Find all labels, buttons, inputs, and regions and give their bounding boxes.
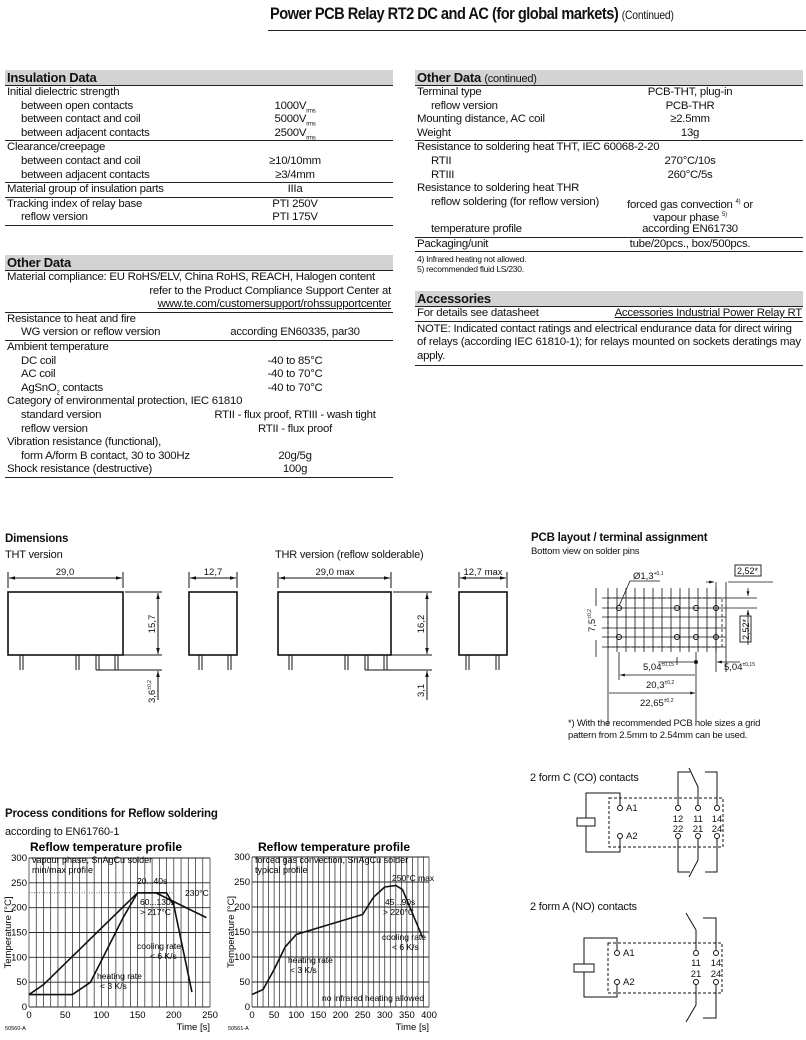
tht-side-view [189, 572, 237, 670]
title-text: Power PCB Relay RT2 DC and AC (for global markets) [270, 4, 619, 23]
row-label: AgSnO$_2$ contacts [21, 381, 103, 397]
process-standard: according to EN61760-1 [5, 826, 120, 838]
terminal-a2: A2 [623, 977, 635, 988]
row-value: forced gas convection $^{4)}$ or [627, 198, 753, 211]
row-value: RTII - flux proof, RTIII - wash tight [214, 408, 376, 421]
row-label: standard version [21, 408, 102, 421]
row-value: -40 to 70°C [267, 368, 323, 381]
reflow-chart-vapour-phase [3, 840, 218, 1033]
chart-subtitle: forced gas convection, SnAgCu solder [255, 855, 409, 865]
row-value: according EN60335, par30 [230, 326, 360, 339]
chart-annotation: 20...40s [137, 876, 168, 886]
row-label: reflow version [431, 99, 498, 112]
y-tick-label: 0 [244, 1002, 250, 1013]
terminal-a1: A1 [626, 803, 638, 814]
pcb-layout-subtitle: Bottom view on solder pins [531, 546, 640, 557]
y-axis-label: Temperature [°C] [226, 896, 237, 968]
thr-depth-dim: 12,7 max [463, 567, 503, 578]
y-tick-label: 200 [11, 902, 27, 914]
grid-dim-vertical: 2,52* [741, 618, 751, 640]
x-tick-label: 350 [398, 1010, 415, 1021]
chart-annotation: cooling rate [137, 941, 181, 951]
row-value: PCB-THR [665, 99, 715, 112]
tht-depth-dim: 12,7 [203, 567, 223, 578]
terminal-24: 24 [710, 969, 722, 980]
pcb-layout-title: PCB layout / terminal assignment [531, 532, 708, 544]
row-label: Tracking index of relay base [7, 197, 143, 210]
chart-subtitle: typical profile [255, 865, 308, 875]
row-value: IIIa [287, 183, 303, 196]
row-value: vapour phase $^{5)}$ [653, 212, 727, 225]
chart-annotation: < 6 K/s [392, 942, 419, 952]
chart-annotation: 250°C max [392, 873, 435, 883]
y-tick-label: 300 [234, 852, 250, 863]
span-dim-b: $22,65^{\pm 0,2}$ [640, 698, 674, 709]
reference-line-label: 230°C [185, 888, 209, 898]
figure-code: 50561-A [228, 1026, 249, 1032]
row-label: between contact and coil [21, 113, 141, 126]
row-value: $2500V_{rms}$ [274, 126, 316, 142]
y-tick-label: 0 [21, 1002, 27, 1013]
pcb-footnote-line1: *) With the recommended PCB hole sizes a grid [568, 718, 761, 729]
figure-code: 50560-A [5, 1026, 26, 1032]
row-label: between open contacts [21, 99, 133, 112]
pitch-dim-b: $5,04^{\pm 0,15}$ [724, 662, 755, 673]
terminal-22: 22 [672, 824, 684, 835]
tht-pin-dim: $3,6^{\pm 0,2}$ [147, 680, 158, 703]
row-label: Category of environmental protection, IEC 61810 [7, 395, 243, 408]
terminal-14: 14 [711, 814, 723, 825]
row-label: between contact and coil [21, 154, 141, 167]
reflow-chart-forced-gas [226, 840, 437, 1033]
y-tick-label: 250 [234, 877, 250, 888]
y-tick-label: 150 [11, 927, 27, 939]
thr-width-dim: 29,0 max [315, 567, 355, 578]
tht-height-dim: 15,7 [147, 614, 158, 634]
terminal-21: 21 [692, 824, 704, 835]
chart-annotation: no infrared heating allowed [322, 993, 425, 1003]
row-label: between adjacent contacts [21, 126, 150, 139]
footnote-5: 5) recommended fluid LS/230. [417, 264, 524, 275]
thr-version-label: THR version (reflow solderable) [275, 549, 424, 561]
chart-annotation: < 6 K/s [150, 951, 177, 961]
grid-dim-horizontal: 2,52* [737, 566, 759, 576]
row-value: tube/20pcs., box/500pcs. [629, 237, 751, 250]
x-tick-label: 150 [129, 1010, 146, 1021]
thr-front-view [278, 572, 432, 700]
row-label: reflow version [21, 422, 88, 435]
tht-front-view [8, 572, 162, 700]
compliance-link[interactable]: www.te.com/customersupport/rohssupportcenter [157, 298, 391, 311]
chart-subtitle: vapour phase, SnAgCu solder [32, 855, 153, 865]
accessories-datasheet-link[interactable]: Accessories Industrial Power Relay RT [614, 307, 802, 319]
chart-annotation: 60...130s [140, 897, 175, 907]
x-tick-label: 150 [310, 1010, 327, 1021]
row-label: refer to the Product Compliance Support Center at [149, 284, 391, 297]
accessories-note: NOTE: Indicated contact ratings and electrical endurance data for direct wiring of relays (according IEC 61810-1); for relays mounted on sockets deratings may apply. [415, 322, 803, 367]
form-c-title: 2 form C (CO) contacts [530, 772, 639, 784]
row-label: Material group of insulation parts [7, 183, 164, 196]
row-value: ≥10/10mm [269, 154, 321, 167]
chart-annotation: > 220°C [383, 907, 415, 917]
row-label: Ambient temperature [7, 340, 109, 353]
row-label: Resistance to heat and fire [7, 312, 136, 325]
thr-pin-dim: 3,1 [416, 683, 427, 697]
thr-side-view [459, 572, 507, 670]
row-value: PTI 250V [272, 197, 318, 210]
x-tick-label: 250 [202, 1010, 218, 1021]
y-tick-label: 100 [11, 952, 27, 964]
row-label: RTIII [431, 168, 455, 181]
process-conditions-title: Process conditions for Reflow soldering [5, 808, 218, 820]
section-title: Insulation Data [7, 70, 97, 85]
row-label: RTII [431, 154, 452, 167]
row-label: reflow soldering (for reflow version) [431, 195, 600, 208]
terminal-a1: A1 [623, 948, 635, 959]
y-axis-label: Temperature [°C] [3, 896, 14, 969]
x-tick-label: 400 [421, 1010, 437, 1021]
row-label: Initial dielectric strength [7, 86, 120, 98]
chart-annotation: 45...90s [385, 897, 416, 907]
x-tick-label: 50 [268, 1010, 280, 1021]
chart-annotation: heating rate [97, 971, 142, 981]
row-label: AC coil [21, 368, 56, 381]
thr-height-dim: 16,2 [416, 614, 427, 634]
row-value: according EN61730 [642, 222, 738, 235]
row-value: 20g/5g [278, 449, 312, 462]
chart-annotation: < 3 K/s [100, 981, 127, 991]
row-label: Vibration resistance (functional), [7, 436, 162, 449]
hole-diameter-dim: $Ø1,3^{+0,1}$ [633, 571, 664, 582]
row-label: Mounting distance, AC coil [417, 113, 545, 126]
form-a-title: 2 form A (NO) contacts [530, 901, 637, 913]
title-continued: (Continued) [621, 8, 674, 22]
coil-symbol [577, 818, 595, 826]
terminal-21: 21 [690, 969, 702, 980]
x-tick-label: 100 [93, 1010, 110, 1021]
terminal-11: 11 [693, 814, 703, 825]
x-tick-label: 0 [26, 1010, 32, 1021]
row-value: 270°C/10s [664, 154, 716, 167]
dimensions-title: Dimensions [5, 533, 69, 545]
row-label: Resistance to soldering heat THR [417, 182, 580, 195]
row-label: temperature profile [431, 222, 522, 235]
chart-subtitle: min/max profile [32, 865, 94, 875]
row-value: -40 to 85°C [267, 354, 323, 367]
coil-symbol [574, 964, 594, 972]
chart-annotation: cooling rate [382, 932, 426, 942]
tht-version-label: THT version [5, 549, 63, 561]
terminal-11: 11 [691, 958, 701, 969]
row-label: Material compliance: EU RoHS/ELV, China RoHS, REACH, Halogen content [7, 271, 375, 283]
y-tick-label: 100 [234, 952, 250, 963]
row-label: Clearance/creepage [7, 141, 106, 154]
y-tick-label: 300 [11, 853, 27, 864]
row-value: $1000V_{rms}$ [274, 99, 316, 114]
pcb-footnote-line2: pattern from 2.5mm to 2.54mm can be used. [568, 730, 748, 741]
terminal-14: 14 [710, 958, 722, 969]
x-axis-label: Time [s] [176, 1022, 210, 1033]
chart-title: Reflow temperature profile [30, 840, 183, 854]
x-tick-label: 200 [332, 1010, 349, 1021]
x-tick-label: 200 [165, 1010, 182, 1021]
y-tick-label: 250 [11, 877, 27, 889]
chart-annotation: > 217°C [140, 907, 172, 917]
y-tick-label: 150 [234, 927, 250, 938]
chart-title: Reflow temperature profile [258, 840, 411, 854]
x-tick-label: 50 [59, 1010, 71, 1021]
row-value: -40 to 70°C [267, 381, 323, 394]
row-value: 260°C/5s [667, 168, 713, 181]
row-value: ≥3/4mm [275, 168, 315, 181]
row-value: RTII - flux proof [257, 422, 333, 435]
row-label: DC coil [21, 354, 56, 367]
y-tick-label: 200 [234, 902, 250, 913]
row-label: Shock resistance (destructive) [7, 463, 153, 476]
section-title: Other Data [7, 255, 71, 270]
tht-width-dim: 29,0 [55, 567, 75, 578]
row-label: Resistance to soldering heat THT, IEC 60068-2-20 [417, 141, 660, 154]
chart-annotation: heating rate [288, 955, 333, 965]
row-label: reflow version [21, 211, 88, 224]
row-value: ≥2.5mm [670, 113, 710, 126]
terminal-a2: A2 [626, 831, 638, 842]
row-label: Weight [417, 126, 451, 139]
x-tick-label: 300 [376, 1010, 393, 1021]
footnote-4: 4) Infrared heating not allowed. [417, 254, 527, 265]
row-label: form A/form B contact, 30 to 300Hz [21, 449, 190, 462]
section-continued: (continued) [484, 73, 537, 85]
terminal-12: 12 [672, 814, 684, 825]
x-axis-label: Time [s] [395, 1022, 429, 1033]
x-tick-label: 0 [249, 1010, 255, 1021]
x-tick-label: 250 [354, 1010, 371, 1021]
row-value: 13g [680, 126, 700, 139]
pcb-layout-drawing [596, 565, 773, 725]
datasheet-label: For details see datasheet [417, 307, 539, 319]
row-label: Terminal type [417, 86, 482, 98]
row-value: 100g [282, 463, 308, 476]
pitch-dim-a: $5,04^{\pm 0,15}$ [643, 662, 674, 673]
row-value: PCB-THT, plug-in [647, 86, 733, 98]
chart-annotation: < 3 K/s [290, 965, 317, 975]
section-title: Accessories [417, 291, 491, 306]
row-label: Packaging/unit [417, 237, 489, 250]
terminal-24: 24 [711, 824, 723, 835]
x-tick-label: 100 [288, 1010, 305, 1021]
row-value: $5000V_{rms}$ [274, 113, 316, 128]
section-title: Other Data [417, 70, 481, 85]
y-tick-label: 50 [239, 977, 250, 988]
row-value: PTI 175V [272, 211, 318, 224]
y-tick-label: 50 [16, 977, 27, 989]
row-label: between adjacent contacts [21, 168, 150, 181]
row-label: WG version or reflow version [21, 326, 161, 339]
span-dim-a: $20,3^{\pm 0,2}$ [646, 680, 675, 691]
row-spacing-dim: $7,5^{\pm 0,2}$ [587, 609, 598, 632]
